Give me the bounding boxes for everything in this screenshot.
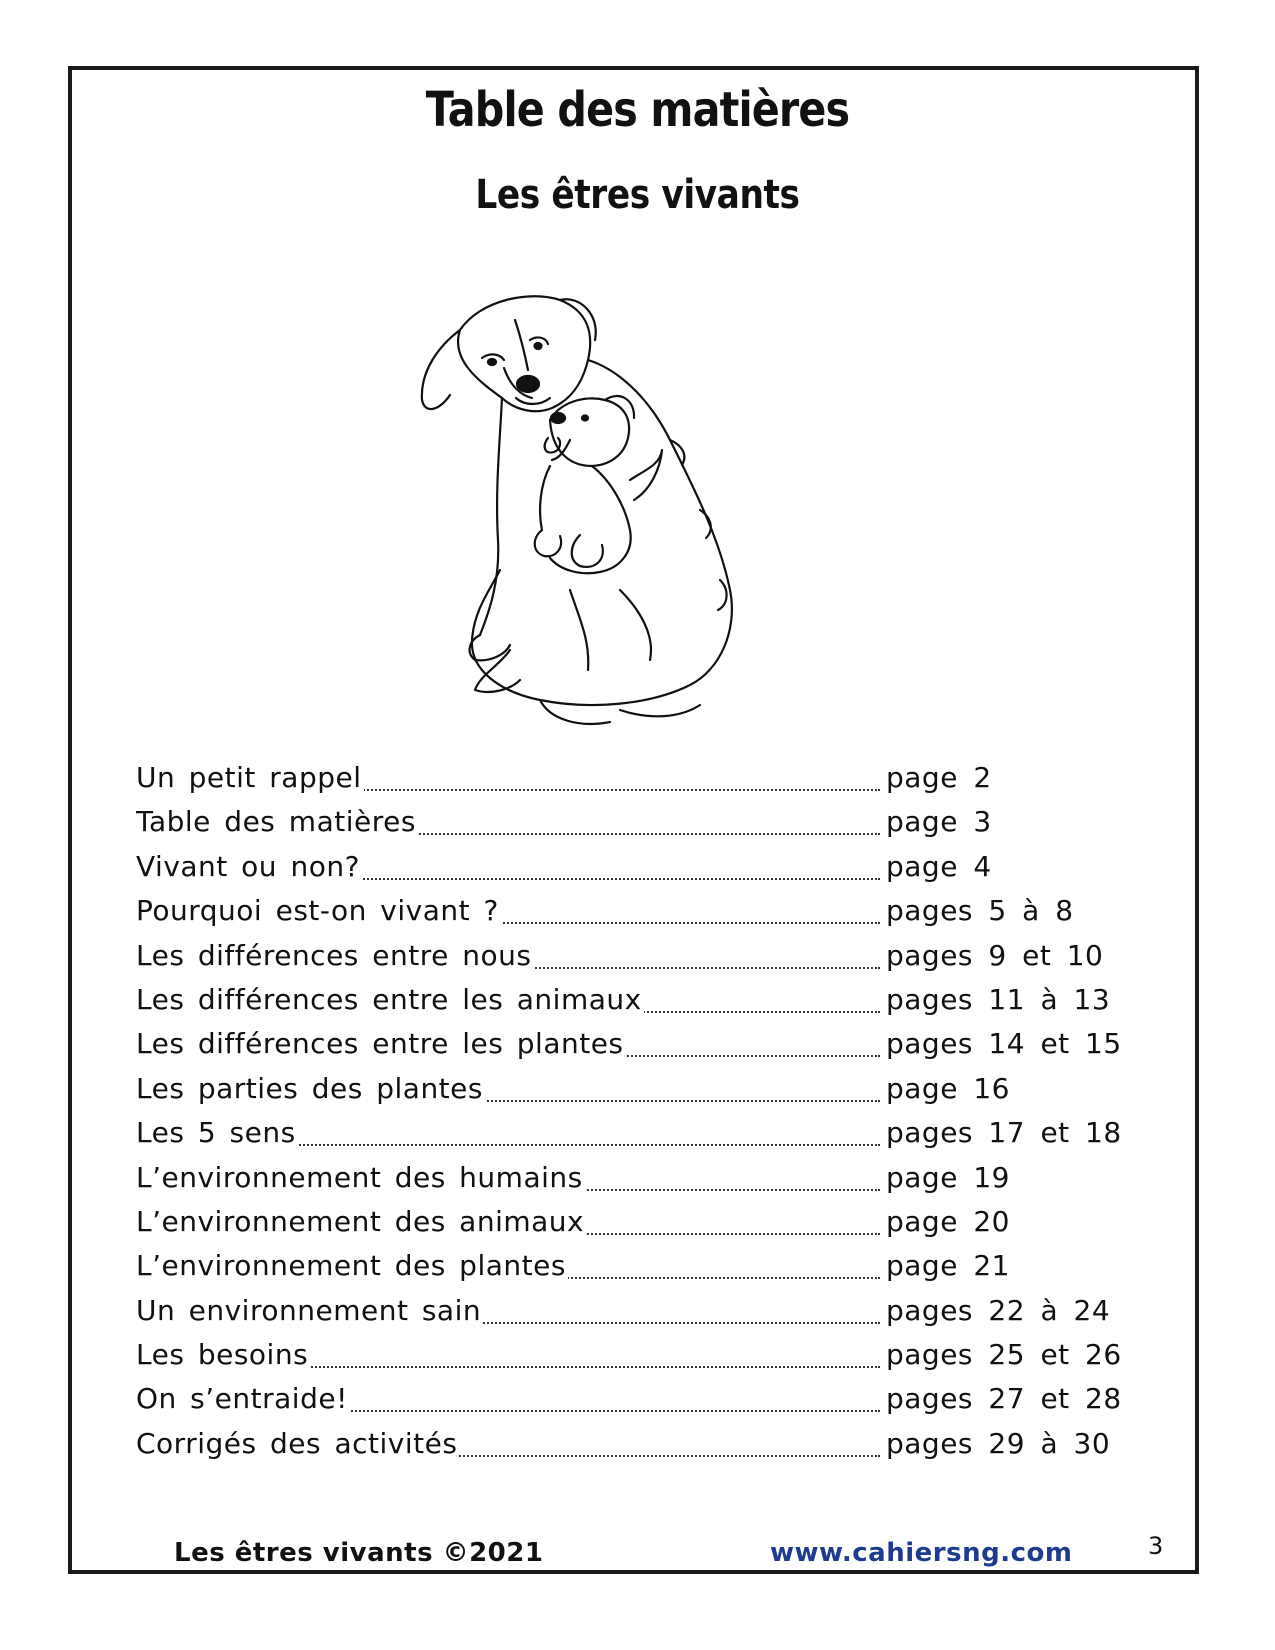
toc-entry-pages: pages 5 à 8 [886, 894, 1074, 928]
toc-entry-title: Vivant ou non? [136, 849, 360, 883]
toc-entry-pages: page 16 [886, 1071, 1010, 1105]
toc-entry[interactable] [136, 800, 1136, 844]
toc-entry[interactable] [136, 1156, 1136, 1200]
toc-entry-pages: pages 29 à 30 [886, 1426, 1111, 1460]
toc-entry-pages: pages 27 et 28 [886, 1382, 1122, 1416]
toc-entry[interactable] [136, 756, 1136, 800]
toc-entry-title: Les différences entre les plantes [136, 1027, 624, 1061]
toc-entry[interactable] [136, 1333, 1136, 1377]
big-dog-ear [422, 330, 460, 409]
toc-entry[interactable] [136, 1200, 1136, 1244]
toc-entry-pages: page 20 [886, 1204, 1010, 1238]
toc-entry-title: L’environnement des humains [136, 1160, 583, 1194]
toc-entry[interactable] [136, 934, 1136, 978]
toc-entry-pages: page 2 [886, 761, 992, 794]
toc-entry[interactable] [136, 1067, 1136, 1111]
toc-entry-title: Un petit rappel [136, 761, 362, 794]
page-title: Table des matières [425, 82, 850, 138]
toc-entry-pages: pages 14 et 15 [886, 1027, 1122, 1061]
toc-entry-pages: page 4 [886, 849, 992, 883]
toc-entry-title: L’environnement des plantes [136, 1249, 566, 1283]
toc-entry[interactable] [136, 1422, 1136, 1466]
toc-entry-pages: pages 25 et 26 [886, 1338, 1122, 1372]
toc-entry[interactable] [136, 1111, 1136, 1155]
toc-entry[interactable] [136, 1289, 1136, 1333]
page-subtitle: Les êtres vivants [475, 172, 800, 218]
toc-entry-pages: pages 22 à 24 [886, 1293, 1111, 1327]
toc-entry[interactable] [136, 1244, 1136, 1288]
toc-entry[interactable] [136, 845, 1136, 889]
big-dog-body [472, 360, 732, 705]
toc-entry[interactable] [136, 978, 1136, 1022]
puppy-body [550, 466, 631, 573]
toc-entry-title: Les parties des plantes [136, 1071, 483, 1105]
toc-entry-pages: pages 11 à 13 [886, 982, 1111, 1016]
toc-entry-title: Un environnement sain [136, 1293, 482, 1327]
puppy-head [550, 398, 629, 466]
footer-website-link[interactable]: www.cahiersng.com [770, 1538, 1073, 1568]
table-of-contents [136, 756, 1136, 1466]
toc-entry-title: Pourquoi est-on vivant ? [136, 894, 499, 928]
toc-entry-pages: page 19 [886, 1160, 1010, 1194]
toc-entry[interactable] [136, 889, 1136, 933]
toc-entry[interactable] [136, 1377, 1136, 1421]
toc-entry-title: Les besoins [136, 1338, 309, 1372]
big-dog-nose [517, 376, 539, 392]
toc-entry-pages: page 3 [886, 805, 992, 839]
toc-entry-title: Table des matières [136, 805, 416, 839]
toc-entry-title: Corrigés des activités [136, 1426, 458, 1460]
toc-entry-pages: page 21 [886, 1249, 1010, 1283]
toc-entry-title: Les différences entre nous [136, 938, 532, 972]
page-number: 3 [1148, 1532, 1164, 1560]
puppy-tongue [545, 438, 560, 453]
toc-entry-pages: pages 9 et 10 [886, 938, 1104, 972]
toc-entry-title: L’environnement des animaux [136, 1204, 585, 1238]
toc-entry-title: On s’entraide! [136, 1382, 348, 1416]
puppy-nose [551, 413, 565, 423]
two-dogs-illustration [420, 290, 780, 730]
toc-entry[interactable] [136, 1022, 1136, 1066]
toc-entry-pages: pages 17 et 18 [886, 1116, 1122, 1150]
toc-entry-title: Les différences entre les animaux [136, 982, 642, 1016]
footer-copyright: Les êtres vivants ©2021 [174, 1538, 544, 1568]
toc-entry-title: Les 5 sens [136, 1116, 296, 1150]
